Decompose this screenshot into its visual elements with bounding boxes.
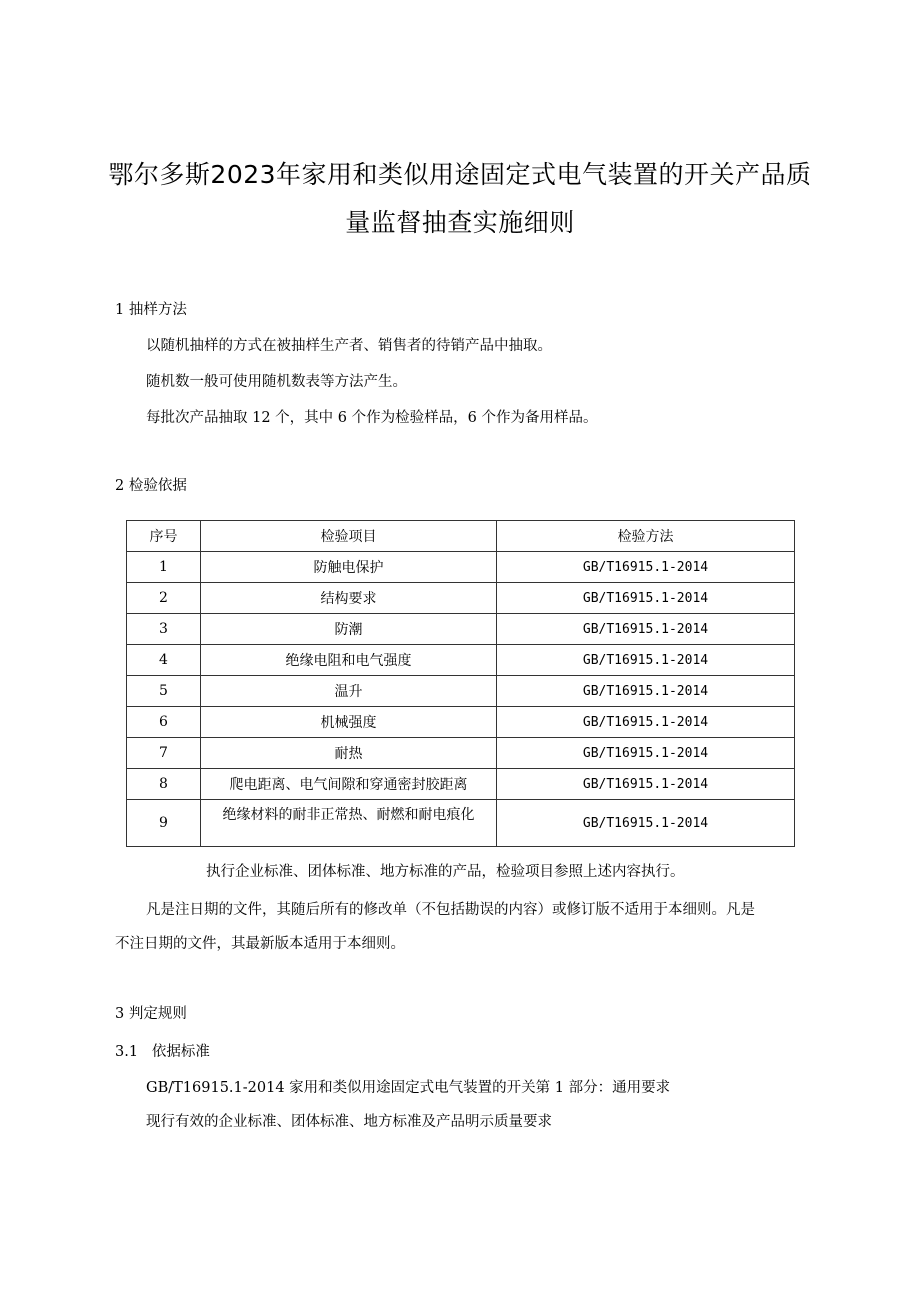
cell-item: 爬电距离、电气间隙和穿通密封胶距离 (201, 769, 497, 800)
cell-method: GB/T16915.1-2014 (497, 769, 795, 800)
cell-no: 2 (127, 583, 201, 614)
section-1-heading: 1 抽样方法 (115, 302, 187, 318)
cell-method: GB/T16915.1-2014 (497, 614, 795, 645)
cell-item: 绝缘材料的耐非正常热、耐燃和耐电痕化 (201, 800, 497, 847)
cell-item: 机械强度 (201, 707, 497, 738)
cell-item: 耐热 (201, 738, 497, 769)
header-inspection-method: 检验方法 (497, 521, 795, 552)
cell-method: GB/T16915.1-2014 (497, 676, 795, 707)
cell-method: GB/T16915.1-2014 (497, 800, 795, 847)
section-1-paragraph-2: 随机数一般可使用随机数表等方法产生。 (146, 374, 407, 390)
cell-method: GB/T16915.1-2014 (497, 645, 795, 676)
section-2-heading: 2 检验依据 (115, 478, 187, 494)
cell-item: 防潮 (201, 614, 497, 645)
section-3-paragraph-2: 现行有效的企业标准、团体标准、地方标准及产品明示质量要求 (146, 1114, 552, 1130)
cell-no: 3 (127, 614, 201, 645)
cell-item: 绝缘电阻和电气强度 (201, 645, 497, 676)
cell-no: 1 (127, 552, 201, 583)
cell-no: 7 (127, 738, 201, 769)
document-title-line-1: 鄂尔多斯2023年家用和类似用途固定式电气装置的开关产品质 (108, 160, 812, 189)
cell-method: GB/T16915.1-2014 (497, 583, 795, 614)
table-row (127, 769, 795, 800)
cell-no: 8 (127, 769, 201, 800)
table-row (127, 614, 795, 645)
section-3-heading: 3 判定规则 (115, 1006, 187, 1022)
cell-no: 6 (127, 707, 201, 738)
table-row (127, 552, 795, 583)
cell-no: 4 (127, 645, 201, 676)
section-1-paragraph-3: 每批次产品抽取 12 个，其中 6 个作为检验样品，6 个作为备用样品。 (146, 410, 598, 426)
cell-method: GB/T16915.1-2014 (497, 738, 795, 769)
cell-item: 防触电保护 (201, 552, 497, 583)
cell-no: 9 (127, 800, 201, 847)
cell-no: 5 (127, 676, 201, 707)
table-row (127, 645, 795, 676)
table-row (127, 707, 795, 738)
cell-item: 结构要求 (201, 583, 497, 614)
inspection-table (126, 520, 795, 847)
section-2-note-2-line-2: 不注日期的文件，其最新版本适用于本细则。 (115, 936, 405, 952)
section-1-paragraph-1: 以随机抽样的方式在被抽样生产者、销售者的待销产品中抽取。 (146, 338, 552, 354)
table-row (127, 583, 795, 614)
cell-item: 温升 (201, 676, 497, 707)
cell-method: GB/T16915.1-2014 (497, 707, 795, 738)
section-2-note-2-line-1: 凡是注日期的文件，其随后所有的修改单（不包括勘误的内容）或修订版不适用于本细则。凡是 (146, 902, 755, 918)
document-title-line-2: 量监督抽查实施细则 (345, 208, 575, 237)
header-inspection-item: 检验项目 (201, 521, 497, 552)
table-header-row (127, 521, 795, 552)
header-serial-number: 序号 (127, 521, 201, 552)
cell-method: GB/T16915.1-2014 (497, 552, 795, 583)
table-row (127, 676, 795, 707)
section-2-note-1: 执行企业标准、团体标准、地方标准的产品，检验项目参照上述内容执行。 (206, 864, 685, 880)
table-row (127, 800, 795, 847)
section-3-1-heading: 3.1 依据标准 (115, 1044, 210, 1060)
table-row (127, 738, 795, 769)
section-3-paragraph-1: GB/T16915.1-2014 家用和类似用途固定式电气装置的开关第 1 部分：通用要求 (146, 1080, 671, 1096)
